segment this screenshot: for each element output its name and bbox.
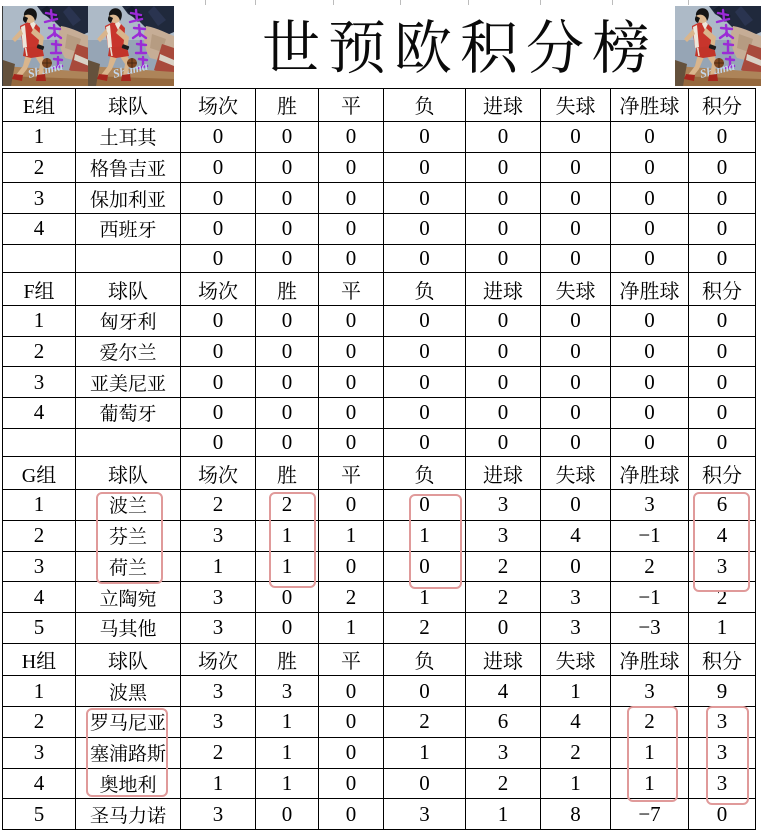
rank-cell: 5 <box>3 612 76 643</box>
stat-cell: 3 <box>689 551 756 582</box>
stat-cell: 0 <box>181 398 256 429</box>
stat-cell: 3 <box>384 799 466 830</box>
rank-cell: 4 <box>3 582 76 613</box>
group-header-row <box>3 273 756 306</box>
stat-cell: 0 <box>541 244 611 273</box>
stat-cell: 0 <box>466 306 541 337</box>
column-header: 球队 <box>76 273 181 306</box>
team-name-cell: 西班牙 <box>76 213 181 244</box>
stat-cell: 0 <box>181 152 256 183</box>
group-label: E组 <box>3 89 76 122</box>
stat-cell: 0 <box>689 367 756 398</box>
stat-cell: 3 <box>466 490 541 521</box>
stat-cell: 0 <box>319 213 384 244</box>
stat-cell: 1 <box>384 520 466 551</box>
rank-cell: 3 <box>3 367 76 398</box>
stat-cell: 2 <box>466 768 541 799</box>
column-header: 场次 <box>181 273 256 306</box>
column-header: 积分 <box>689 89 756 122</box>
team-name-cell: 亚美尼亚 <box>76 367 181 398</box>
stat-cell: 0 <box>541 213 611 244</box>
stat-cell: 0 <box>466 398 541 429</box>
column-header: 平 <box>319 273 384 306</box>
stat-cell: 4 <box>541 520 611 551</box>
stat-cell: 2 <box>319 582 384 613</box>
stat-cell: 3 <box>181 707 256 738</box>
team-row <box>3 768 756 799</box>
column-header: 失球 <box>541 273 611 306</box>
stat-cell: 0 <box>256 367 319 398</box>
stat-cell: 2 <box>256 490 319 521</box>
gridline-tick <box>205 0 206 5</box>
team-name-cell: 荷兰 <box>76 551 181 582</box>
rank-cell <box>3 244 76 273</box>
column-header: 积分 <box>689 273 756 306</box>
team-name-cell: 波黑 <box>76 676 181 707</box>
stat-cell: 0 <box>384 244 466 273</box>
stat-cell: 3 <box>181 520 256 551</box>
column-header: 球队 <box>76 643 181 676</box>
column-header: 进球 <box>466 457 541 490</box>
column-header: 场次 <box>181 457 256 490</box>
group-header-row <box>3 89 756 122</box>
stat-cell: 0 <box>689 336 756 367</box>
stat-cell: 2 <box>611 707 689 738</box>
stat-cell: 0 <box>541 183 611 214</box>
stat-cell: 3 <box>689 768 756 799</box>
team-name-cell: 圣马力诺 <box>76 799 181 830</box>
stat-cell: 1 <box>384 737 466 768</box>
rank-cell: 3 <box>3 183 76 214</box>
team-name-cell: 爱尔兰 <box>76 336 181 367</box>
stat-cell: 1 <box>319 520 384 551</box>
stat-cell: 3 <box>541 612 611 643</box>
stat-cell: 0 <box>384 121 466 152</box>
column-header: 净胜球 <box>611 273 689 306</box>
stat-cell: 3 <box>181 799 256 830</box>
stat-cell: 0 <box>384 398 466 429</box>
team-row <box>3 676 756 707</box>
stat-cell: 0 <box>541 336 611 367</box>
basketball-player-artwork <box>2 6 89 86</box>
stat-cell: 0 <box>611 336 689 367</box>
stat-cell: 0 <box>689 428 756 457</box>
gridline-tick <box>468 0 469 5</box>
stat-cell: 1 <box>611 768 689 799</box>
stat-cell: 4 <box>541 707 611 738</box>
stat-cell: 0 <box>541 306 611 337</box>
rank-cell: 4 <box>3 398 76 429</box>
stat-cell: 3 <box>611 676 689 707</box>
stat-cell: 2 <box>384 612 466 643</box>
stat-cell: 1 <box>689 612 756 643</box>
group-label: F组 <box>3 273 76 306</box>
stat-cell: 0 <box>541 121 611 152</box>
column-header: 球队 <box>76 457 181 490</box>
team-row <box>3 520 756 551</box>
stat-cell: 0 <box>181 306 256 337</box>
column-header: 平 <box>319 643 384 676</box>
stat-cell: 0 <box>256 152 319 183</box>
team-name-cell: 罗马尼亚 <box>76 707 181 738</box>
stat-cell: 0 <box>256 183 319 214</box>
column-header: 球队 <box>76 89 181 122</box>
column-header: 净胜球 <box>611 457 689 490</box>
stat-cell: 0 <box>611 428 689 457</box>
column-header: 失球 <box>541 89 611 122</box>
stat-cell: 3 <box>181 612 256 643</box>
stat-cell: 0 <box>256 428 319 457</box>
stat-cell: 1 <box>466 799 541 830</box>
stat-cell: 0 <box>466 121 541 152</box>
team-name-cell: 奥地利 <box>76 768 181 799</box>
stat-cell: 0 <box>541 428 611 457</box>
stat-cell: 0 <box>319 183 384 214</box>
stat-cell: 0 <box>611 121 689 152</box>
team-name-cell: 波兰 <box>76 490 181 521</box>
stat-cell: 1 <box>256 768 319 799</box>
team-name-cell: 土耳其 <box>76 121 181 152</box>
stat-cell: 0 <box>256 612 319 643</box>
rank-cell: 1 <box>3 490 76 521</box>
team-name-cell <box>76 428 181 457</box>
rank-cell: 1 <box>3 676 76 707</box>
team-row <box>3 612 756 643</box>
stat-cell: 0 <box>611 183 689 214</box>
stat-cell: −7 <box>611 799 689 830</box>
team-row <box>3 336 756 367</box>
stat-cell: 0 <box>689 183 756 214</box>
stat-cell: 0 <box>256 799 319 830</box>
stat-cell: 0 <box>466 152 541 183</box>
column-header: 负 <box>384 457 466 490</box>
stat-cell: 0 <box>541 551 611 582</box>
stat-cell: 1 <box>319 612 384 643</box>
stat-cell: 6 <box>466 707 541 738</box>
stat-cell: 0 <box>319 676 384 707</box>
stat-cell: 2 <box>541 737 611 768</box>
stat-cell: −1 <box>611 520 689 551</box>
stat-cell: 0 <box>256 121 319 152</box>
column-header: 胜 <box>256 273 319 306</box>
stat-cell: 0 <box>384 428 466 457</box>
stat-cell: 0 <box>541 490 611 521</box>
stat-cell: 3 <box>466 520 541 551</box>
page-title: 世预欧积分榜 <box>261 16 658 81</box>
column-header: 积分 <box>689 457 756 490</box>
gridline-tick <box>400 0 401 5</box>
stat-cell: 2 <box>466 582 541 613</box>
stat-cell: 3 <box>466 737 541 768</box>
stat-cell: 0 <box>541 398 611 429</box>
stat-cell: −3 <box>611 612 689 643</box>
column-header: 胜 <box>256 643 319 676</box>
stat-cell: 0 <box>466 367 541 398</box>
stat-cell: 0 <box>181 183 256 214</box>
column-header: 场次 <box>181 643 256 676</box>
stat-cell: −1 <box>611 582 689 613</box>
stat-cell: 0 <box>384 306 466 337</box>
gridline-tick <box>255 0 256 5</box>
stat-cell: 0 <box>319 398 384 429</box>
stat-cell: 0 <box>256 582 319 613</box>
stat-cell: 0 <box>319 799 384 830</box>
team-name-cell: 葡萄牙 <box>76 398 181 429</box>
team-name-cell: 匈牙利 <box>76 306 181 337</box>
stat-cell: 0 <box>319 244 384 273</box>
stat-cell: 0 <box>319 490 384 521</box>
stat-cell: 0 <box>466 612 541 643</box>
team-name-cell: 马其他 <box>76 612 181 643</box>
group-header-row <box>3 643 756 676</box>
team-row <box>3 367 756 398</box>
column-header: 负 <box>384 273 466 306</box>
stat-cell: 0 <box>466 336 541 367</box>
stat-cell: 0 <box>689 244 756 273</box>
stat-cell: 0 <box>319 121 384 152</box>
stat-cell: 1 <box>256 551 319 582</box>
team-row <box>3 737 756 768</box>
stat-cell: 0 <box>319 768 384 799</box>
stat-cell: 4 <box>689 520 756 551</box>
column-header: 胜 <box>256 89 319 122</box>
stat-cell: 2 <box>611 551 689 582</box>
gridline-tick <box>612 0 613 5</box>
stat-cell: 0 <box>384 490 466 521</box>
column-header: 胜 <box>256 457 319 490</box>
stat-cell: 2 <box>181 490 256 521</box>
stat-cell: 0 <box>466 244 541 273</box>
stat-cell: 0 <box>181 244 256 273</box>
stat-cell: 0 <box>319 367 384 398</box>
team-name-cell: 芬兰 <box>76 520 181 551</box>
rank-cell: 1 <box>3 121 76 152</box>
team-row <box>3 582 756 613</box>
team-name-cell: 格鲁吉亚 <box>76 152 181 183</box>
stat-cell: 0 <box>256 213 319 244</box>
rank-cell: 4 <box>3 213 76 244</box>
stat-cell: 6 <box>689 490 756 521</box>
rank-cell: 4 <box>3 768 76 799</box>
column-header: 平 <box>319 89 384 122</box>
stat-cell: 0 <box>319 152 384 183</box>
column-header: 平 <box>319 457 384 490</box>
column-header: 场次 <box>181 89 256 122</box>
stat-cell: 0 <box>319 551 384 582</box>
stat-cell: 1 <box>541 676 611 707</box>
column-header: 进球 <box>466 643 541 676</box>
stat-cell: 0 <box>181 213 256 244</box>
rank-cell: 2 <box>3 520 76 551</box>
stat-cell: 0 <box>181 367 256 398</box>
stat-cell: 9 <box>689 676 756 707</box>
team-row <box>3 244 756 273</box>
team-row <box>3 490 756 521</box>
team-name-cell <box>76 244 181 273</box>
stat-cell: 2 <box>466 551 541 582</box>
stat-cell: 0 <box>689 799 756 830</box>
stat-cell: 0 <box>384 768 466 799</box>
stat-cell: 0 <box>181 121 256 152</box>
rank-cell: 3 <box>3 737 76 768</box>
stat-cell: 1 <box>256 737 319 768</box>
stat-cell: 0 <box>466 213 541 244</box>
stat-cell: 0 <box>611 367 689 398</box>
stat-cell: 0 <box>181 428 256 457</box>
stat-cell: 0 <box>541 152 611 183</box>
stat-cell: 1 <box>541 768 611 799</box>
rank-cell <box>3 428 76 457</box>
column-header: 负 <box>384 643 466 676</box>
stat-cell: 0 <box>689 398 756 429</box>
stat-cell: 3 <box>256 676 319 707</box>
rank-cell: 2 <box>3 152 76 183</box>
gridline-tick <box>540 0 541 5</box>
stat-cell: 3 <box>541 582 611 613</box>
column-header: 净胜球 <box>611 643 689 676</box>
stat-cell: 2 <box>384 707 466 738</box>
column-header: 进球 <box>466 89 541 122</box>
stat-cell: 0 <box>319 428 384 457</box>
group-header-row <box>3 457 756 490</box>
stat-cell: 0 <box>689 306 756 337</box>
team-row <box>3 306 756 337</box>
team-row <box>3 428 756 457</box>
team-row <box>3 398 756 429</box>
team-name-cell: 塞浦路斯 <box>76 737 181 768</box>
stat-cell: 3 <box>689 707 756 738</box>
column-header: 负 <box>384 89 466 122</box>
gridline-tick <box>333 0 334 5</box>
team-row <box>3 799 756 830</box>
stat-cell: 0 <box>611 213 689 244</box>
stat-cell: 0 <box>256 306 319 337</box>
team-row <box>3 183 756 214</box>
stat-cell: 0 <box>384 367 466 398</box>
stat-cell: 3 <box>181 676 256 707</box>
stat-cell: 0 <box>689 213 756 244</box>
stat-cell: 0 <box>611 398 689 429</box>
stat-cell: 0 <box>319 737 384 768</box>
team-row <box>3 551 756 582</box>
rank-cell: 1 <box>3 306 76 337</box>
column-header: 进球 <box>466 273 541 306</box>
gridline-tick <box>688 0 689 5</box>
team-name-cell: 保加利亚 <box>76 183 181 214</box>
stat-cell: 3 <box>611 490 689 521</box>
stat-cell: 1 <box>384 582 466 613</box>
rank-cell: 2 <box>3 336 76 367</box>
stat-cell: 0 <box>384 551 466 582</box>
stat-cell: 0 <box>319 707 384 738</box>
stat-cell: 0 <box>611 244 689 273</box>
stat-cell: 0 <box>256 244 319 273</box>
stat-cell: 0 <box>466 183 541 214</box>
stat-cell: 3 <box>689 737 756 768</box>
column-header: 失球 <box>541 457 611 490</box>
stat-cell: 0 <box>384 336 466 367</box>
stat-cell: 2 <box>689 582 756 613</box>
group-label: G组 <box>3 457 76 490</box>
stat-cell: 0 <box>319 336 384 367</box>
stat-cell: 1 <box>256 520 319 551</box>
team-row <box>3 121 756 152</box>
stat-cell: 0 <box>256 336 319 367</box>
stat-cell: 1 <box>181 551 256 582</box>
column-header: 净胜球 <box>611 89 689 122</box>
stat-cell: 0 <box>384 676 466 707</box>
stat-cell: 0 <box>181 336 256 367</box>
stat-cell: 1 <box>256 707 319 738</box>
stat-cell: 0 <box>384 213 466 244</box>
stat-cell: 0 <box>611 306 689 337</box>
standings-table <box>2 88 756 830</box>
stat-cell: 0 <box>689 121 756 152</box>
rank-cell: 3 <box>3 551 76 582</box>
stat-cell: 0 <box>541 367 611 398</box>
stat-cell: 3 <box>181 582 256 613</box>
stat-cell: 0 <box>384 183 466 214</box>
stat-cell: 0 <box>611 152 689 183</box>
team-row <box>3 213 756 244</box>
stat-cell: 1 <box>181 768 256 799</box>
group-label: H组 <box>3 643 76 676</box>
rank-cell: 5 <box>3 799 76 830</box>
stat-cell: 0 <box>256 398 319 429</box>
stat-cell: 0 <box>384 152 466 183</box>
team-name-cell: 立陶宛 <box>76 582 181 613</box>
rank-cell: 2 <box>3 707 76 738</box>
stat-cell: 0 <box>689 152 756 183</box>
stat-cell: 0 <box>466 428 541 457</box>
team-row <box>3 152 756 183</box>
stat-cell: 8 <box>541 799 611 830</box>
column-header: 积分 <box>689 643 756 676</box>
stat-cell: 4 <box>466 676 541 707</box>
stat-cell: 2 <box>181 737 256 768</box>
basketball-player-artwork <box>88 6 174 86</box>
column-header: 失球 <box>541 643 611 676</box>
team-row <box>3 707 756 738</box>
stat-cell: 1 <box>611 737 689 768</box>
stat-cell: 0 <box>319 306 384 337</box>
